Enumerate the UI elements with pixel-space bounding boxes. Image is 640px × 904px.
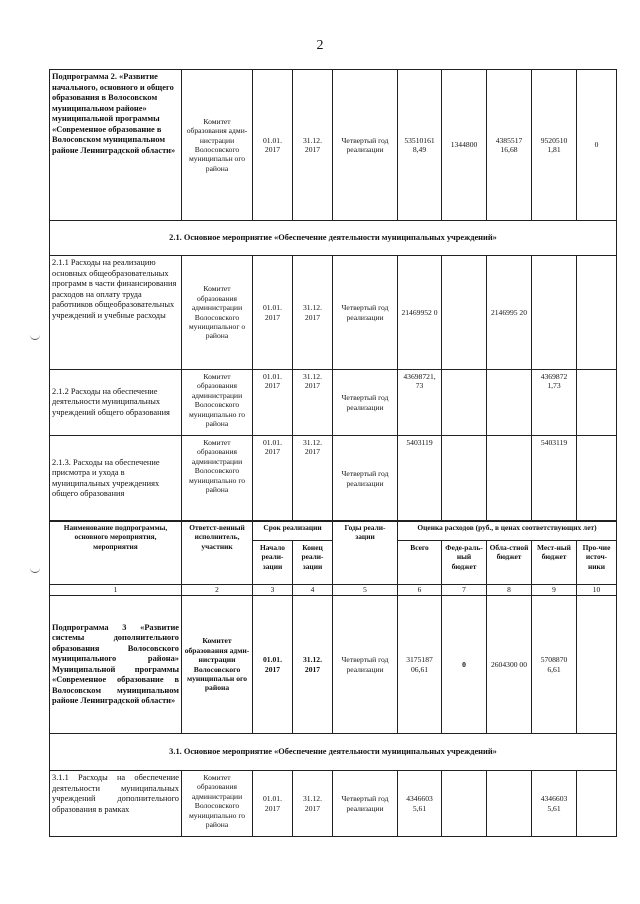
section-3-1-title: 3.1. Основное мероприятие «Обеспечение деятельности муниципальных учреждений»: [50, 734, 617, 771]
row-2-1-3-total: 5403119: [398, 436, 442, 522]
row-2-1-3-federal: [442, 436, 487, 522]
subprogram-3-other: [577, 596, 617, 734]
row-2-1-3-other: [577, 436, 617, 522]
row-3-1-1-end: 31.12. 2017: [293, 771, 333, 837]
section-2-1-title: 2.1. Основное мероприятие «Обеспечение деятельности муниципальных учреждений»: [50, 221, 617, 256]
subprogram-2-local: 9520510 1,81: [532, 70, 577, 221]
col-num-6: 6: [398, 585, 442, 596]
subprogram-2-total: 53510161 8,49: [398, 70, 442, 221]
page-number: 2: [316, 38, 324, 53]
row-2-1-2-other: [577, 370, 617, 436]
row-2-1-1-federal: [442, 256, 487, 370]
row-3-1-1-other: [577, 771, 617, 837]
subprogram-3-local: 5708870 6,61: [532, 596, 577, 734]
subprogram-3-regional: 2604300 00: [487, 596, 532, 734]
col-num-5: 5: [333, 585, 398, 596]
row-3-1-1-executor: Комитет образования администрации Волосовского муниципально го района: [182, 771, 253, 837]
subprogram-3-start: 01.01. 2017: [253, 596, 293, 734]
row-2-1-1-regional: 2146995 20: [487, 256, 532, 370]
subprogram-3-row: [50, 596, 617, 734]
subprogram-2-name: Подпрограмма 2. «Развитие начального, основного и общего образования в Волосовском муниципальном районе» муниципальной программы «Современное образование в Волосовском муниципальном районе Ленинградской области»: [50, 70, 182, 221]
subprogram-3-executor: Комитет образования адми-нистрации Волосовского муниципальн ого района: [182, 596, 253, 734]
col-num-1: 1: [50, 585, 182, 596]
row-3-1-1: [50, 771, 617, 837]
row-2-1-1-start: 01.01. 2017: [253, 256, 293, 370]
row-2-1-1-end: 31.12. 2017: [293, 256, 333, 370]
column-number-row: [50, 585, 617, 596]
subprogram-3-name: Подпрограмма 3 «Развитие системы дополнительного образования Волосовского муниципального района» Муниципальной программы «Современное образование в Волосовском муниципальном районе Ленинградской области»: [50, 596, 182, 734]
row-2-1-2-federal: [442, 370, 487, 436]
header-name: Наименование подпрограммы, основного мероприятия, мероприятия: [50, 521, 182, 585]
header-executor: Ответст-венный исполнитель, участник: [182, 521, 253, 585]
header-local: Мест-ный бюджет: [532, 541, 577, 585]
row-2-1-2-end: 31.12. 2017: [293, 370, 333, 436]
row-2-1-3-local: 5403119: [532, 436, 577, 522]
row-2-1-3-regional: [487, 436, 532, 522]
row-2-1-2-local: 4369872 1,73: [532, 370, 577, 436]
subprogram-3-federal: 0: [442, 596, 487, 734]
col-num-3: 3: [253, 585, 293, 596]
punch-hole-mark: [30, 565, 40, 573]
row-2-1-1-name: 2.1.1 Расходы на реализацию основных общеобразовательных программ в части финансирования расходов на оплату труда работников общеобразовательных учреждений и учебные расходы: [50, 256, 182, 370]
subprogram-3-total: 3175187 06,61: [398, 596, 442, 734]
row-2-1-2-years: Четвертый год реализации: [333, 370, 398, 436]
row-3-1-1-federal: [442, 771, 487, 837]
row-2-1-1-years: Четвертый год реализации: [333, 256, 398, 370]
header-start: Начало реали-зации: [253, 541, 293, 585]
row-2-1-1-other: [577, 256, 617, 370]
section-3-1-row: [50, 734, 617, 771]
section-2-1-row: [50, 221, 617, 256]
header-total: Всего: [398, 541, 442, 585]
punch-hole-mark: [30, 332, 40, 340]
subprogram-2-years: Четвертый год реализации: [333, 70, 398, 221]
header-regional: Обла-стной бюджет: [487, 541, 532, 585]
row-2-1-2-start: 01.01. 2017: [253, 370, 293, 436]
row-3-1-1-years: Четвертый год реализации: [333, 771, 398, 837]
row-3-1-1-name: 3.1.1 Расходы на обеспечение деятельности муниципальных учреждений дополнительного образования в рамках: [50, 771, 182, 837]
row-2-1-3-end: 31.12. 2017: [293, 436, 333, 522]
budget-table-part-2: [49, 520, 617, 837]
col-num-2: 2: [182, 585, 253, 596]
col-num-4: 4: [293, 585, 333, 596]
row-2-1-2-total: 43698721, 73: [398, 370, 442, 436]
subprogram-2-federal: 1344800: [442, 70, 487, 221]
subprogram-2-row: [50, 70, 617, 221]
col-num-7: 7: [442, 585, 487, 596]
row-2-1-1-local: [532, 256, 577, 370]
header-costs: Оценка расходов (руб., в ценах соответствующих лет): [398, 521, 617, 541]
subprogram-2-regional: 4385517 16,68: [487, 70, 532, 221]
row-2-1-3-start: 01.01. 2017: [253, 436, 293, 522]
subprogram-3-years: Четвертый год реализации: [333, 596, 398, 734]
subprogram-2-end: 31.12. 2017: [293, 70, 333, 221]
subprogram-2-executor: Комитет образования адми-нистрации Волосовского муниципальн ого района: [182, 70, 253, 221]
header-other: Про-чие источ-ники: [577, 541, 617, 585]
col-num-8: 8: [487, 585, 532, 596]
row-3-1-1-total: 4346603 5,61: [398, 771, 442, 837]
row-2-1-2-regional: [487, 370, 532, 436]
row-2-1-1-total: 21469952 0: [398, 256, 442, 370]
row-2-1-2-executor: Комитет образования администрации Волосовского муниципально го района: [182, 370, 253, 436]
row-2-1-2-name: 2.1.2 Расходы на обеспечение деятельности муниципальных учреждений общего образования: [50, 370, 182, 436]
col-num-9: 9: [532, 585, 577, 596]
row-2-1-3: [50, 436, 617, 522]
subprogram-3-end: 31.12. 2017: [293, 596, 333, 734]
row-2-1-2: [50, 370, 617, 436]
row-3-1-1-start: 01.01. 2017: [253, 771, 293, 837]
row-2-1-3-name: 2.1.3. Расходы на обеспечение присмотра и ухода в муниципальных учреждениях общего образования: [50, 436, 182, 522]
subprogram-2-start: 01.01. 2017: [253, 70, 293, 221]
header-end: Конец реали-зации: [293, 541, 333, 585]
row-3-1-1-regional: [487, 771, 532, 837]
row-2-1-3-years: Четвертый год реализации: [333, 436, 398, 522]
row-2-1-3-executor: Комитет образования администрации Волосовского муниципально го района: [182, 436, 253, 522]
header-row-top: [50, 521, 617, 541]
subprogram-2-other: 0: [577, 70, 617, 221]
header-period: Срок реализации: [253, 521, 333, 541]
row-2-1-1-executor: Комитет образования администрации Волосовского муниципальног о района: [182, 256, 253, 370]
header-federal: Феде-раль-ный бюджет: [442, 541, 487, 585]
row-3-1-1-local: 4346603 5,61: [532, 771, 577, 837]
budget-table-part-1: [49, 69, 617, 522]
col-num-10: 10: [577, 585, 617, 596]
row-2-1-1: [50, 256, 617, 370]
header-years: Годы реали-зации: [333, 521, 398, 585]
